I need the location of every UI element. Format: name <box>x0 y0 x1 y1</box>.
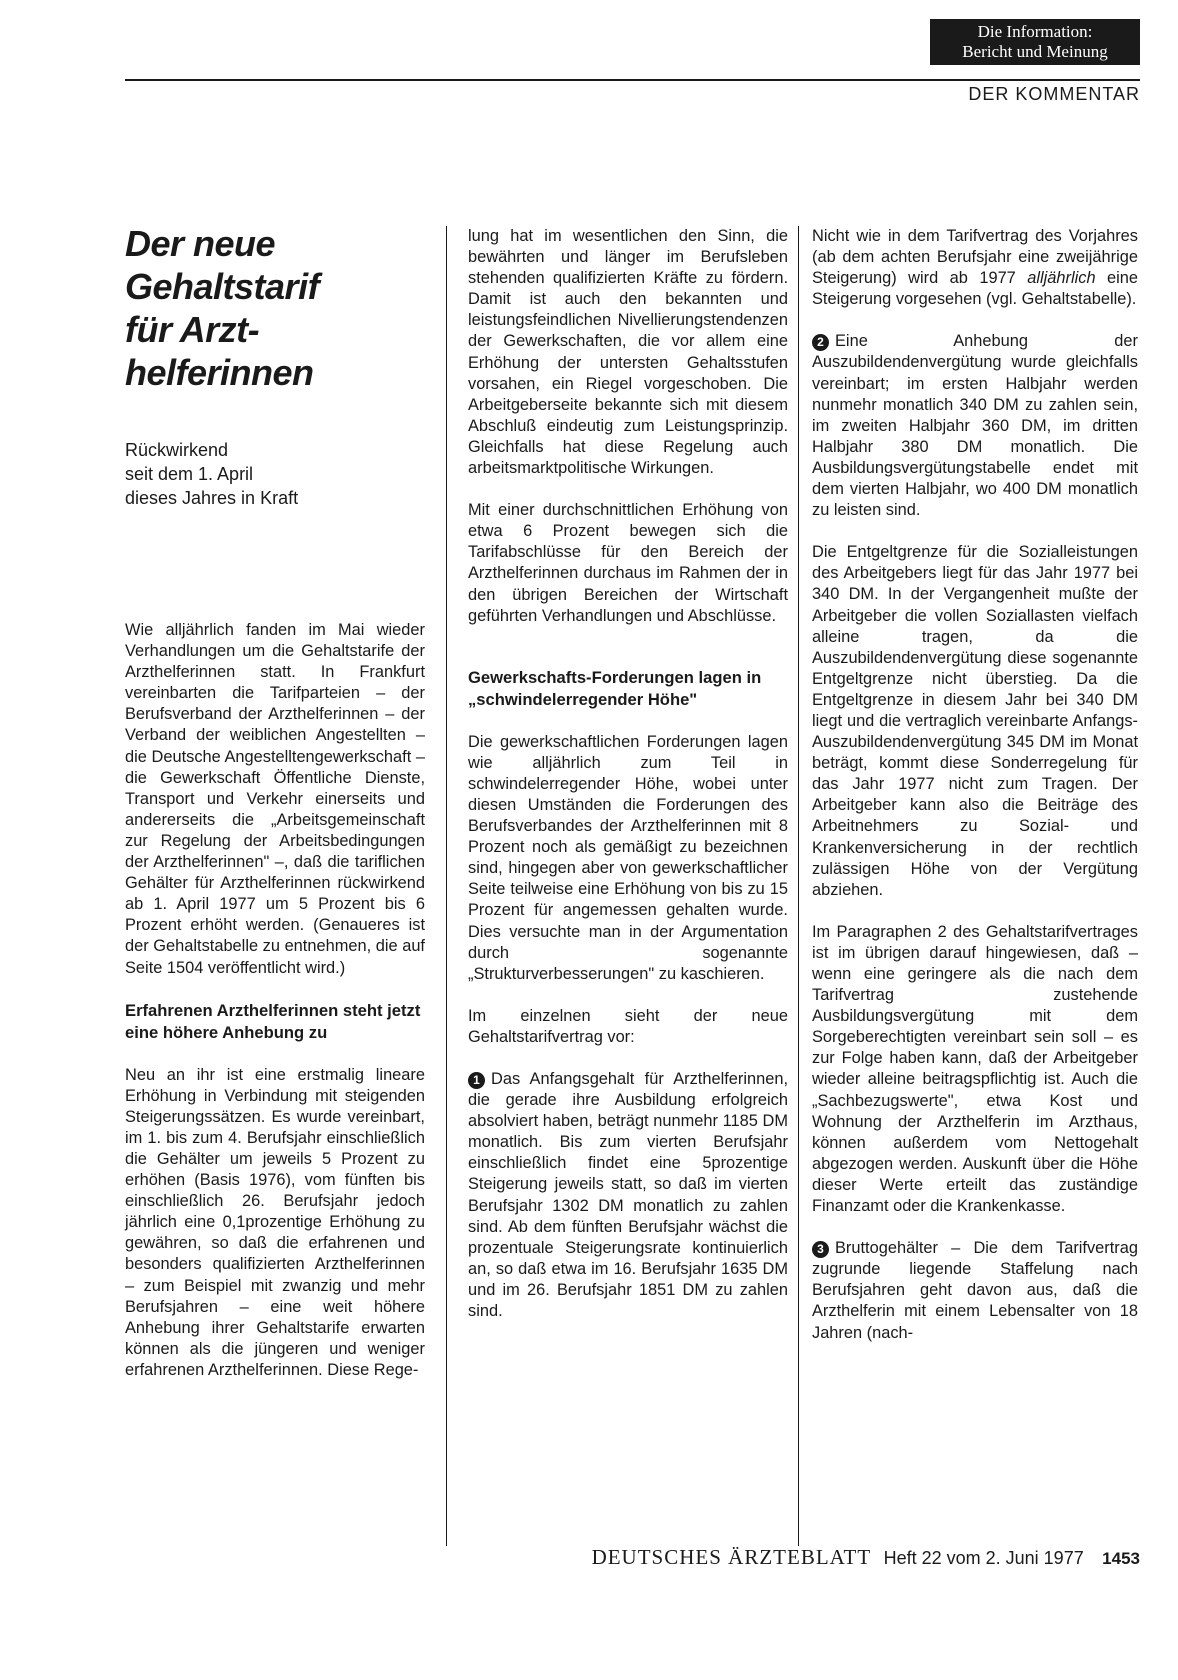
page-number: 1453 <box>1102 1549 1140 1568</box>
title-line-3: für Arzt- <box>125 309 260 350</box>
paragraph <box>812 331 1138 521</box>
paragraph: Mit einer durchschnittlichen Erhöhung von etwa 6 Prozent bewegen sich die Tarifabschlüsse für den Bereich der Arzthelferinnen durchaus im Rahmen der in den übrigen Bereichen der Wirtschaft geführten Verhandlungen und Abschlüsse. <box>468 501 788 625</box>
number-bullet-2: 2 <box>812 334 829 351</box>
badge-line-2: Bericht und Meinung <box>962 42 1108 61</box>
paragraph-text: Nicht wie in dem Tarifvertrag des Vorjahres (ab dem achten Berufsjahr eine zweijährige Steigerung) wird ab 1977 <box>812 227 1138 288</box>
paragraph: Wie alljährlich fanden im Mai wieder Verhandlungen um die Gehaltstarife der Arzthelferinnen statt. In Frankfurt vereinbarten die Tarifparteien – der Berufsverband der Arzthelferinnen – der Verband der weiblichen Angestellten – die Deutsche Angestelltengewerkschaft – die Gewerkschaft Öffentliche Dienste, Transport und Verkehr einerseits und andererseits die „Arbeitsgemeinschaft zur Regelung der Arbeitsbedingungen der Arzthelferinnen" –, daß die tariflichen Gehälter für Arzthelferinnen rückwirkend ab 1. April 1977 um 5 Prozent bis 6 Prozent erhöht werden. (Genaueres ist der Gehaltstabelle zu entnehmen, die auf Seite 1504 veröffentlicht wird.) <box>125 621 425 977</box>
title-line-1: Der neue <box>125 223 276 264</box>
paragraph: Neu an ihr ist eine erstmalig lineare Erhöhung in Verbindung mit steigenden Steigerungssätzen. Es wurde vereinbart, im 1. bis zum 4. Berufsjahr einschließlich die Gehälter um jeweils 5 Prozent zu erhöhen (Basis 1976), vom fünften bis einschließlich 26. Berufsjahr jedoch jährlich eine 0,1prozentige Erhöhung zu gewähren, so daß die erfahrenen und besonders qualifizierten Arzthelferinnen – zum Beispiel mit zwanzig und mehr Berufsjahren – eine weit höhere Anhebung ihrer Gehaltstarife erwarten können als die jüngeren und weniger erfahrenen Arzthelferinnen. Diese Rege- <box>125 1065 425 1379</box>
article-title <box>125 222 425 394</box>
paragraph: Im einzelnen sieht der neue Gehaltstarifvertrag vor: <box>468 1006 788 1046</box>
section-label: DER KOMMENTAR <box>968 84 1140 104</box>
paragraph <box>812 1238 1138 1343</box>
title-line-2: Gehaltstarif <box>125 266 320 307</box>
paragraph-text: Das Anfangsgehalt für Arzthelferinnen, die gerade ihre Ausbildung erfolgreich absolviert haben, beträgt nunmehr 1185 DM monatlich. Bis zum vierten Berufsjahr einschließlich findet eine 5prozentige Steigerung jeweils statt, so daß im vierten Berufsjahr 1302 DM monatlich zu zahlen sind. Ab dem fünften Berufsjahr wächst die prozentuale Steigerungsrate kontinuierlich an, so daß etwa im 16. Berufsjahr 1635 DM und im 26. Berufsjahr 1851 DM zu zahlen sind. <box>468 1070 788 1321</box>
subtitle-line-3: dieses Jahres in Kraft <box>125 488 299 508</box>
paragraph: Die Entgeltgrenze für die Sozialleistungen des Arbeitgebers liegt für das Jahr 1977 bei 340 DM. In der Vergangenheit mußte der Arbeitgeber die vollen Soziallasten vielfach alleine tragen, da die Auszubildendenvergütung diese sogenannte Entgeltgrenze nicht überstieg. Da die Entgeltgrenze in diesem Jahr bei 340 DM liegt und die vertraglich vereinbarte Anfangs-Auszubildendenvergütung 345 DM im Monat beträgt, kommt diese Sonderregelung für das Jahr 1977 nicht zum Tragen. Der Arbeitgeber kann also die Beiträge des Arbeitnehmers zu Sozial- und Krankenversicherung in der rechtlich zulässigen Höhe von der Vergütung abziehen. <box>812 543 1138 899</box>
paragraph: lung hat im wesentlichen den Sinn, die bewährten und länger im Berufsleben stehenden qualifizierten Kräfte zu fördern. Damit ist auch den bekannten und leistungsfeindlichen Nivellierungstendenzen der Gewerkschaften, die vor allem eine Erhöhung der untersten Gehaltsstufen vorsahen, ein Riegel vorgeschoben. Die Arbeitgeberseite bekannte sich mit diesem Abschluß eindeutig zum Leistungsprinzip. Gleichfalls hat diese Regelung auch arbeitsmarktpolitische Wirkungen. <box>468 227 788 478</box>
section-badge <box>930 19 1140 65</box>
page-footer <box>592 1545 1140 1570</box>
text-column-1 <box>125 620 425 1402</box>
paragraph: Im Paragraphen 2 des Gehaltstarifvertrages ist im übrigen darauf hingewiesen, daß – wenn eine geringere als die nach dem Tarifvertrag zustehende Ausbildungsvergütung mit dem Sorgeberechtigten vereinbart sein soll – es zur Folge haben kann, daß der Arbeitgeber wieder alleine beitragspflichtig ist. Auch die „Sachbezugswerte", etwa Kost und Wohnung der Arzthelferin im Arzthaus, können außerdem vom Nettogehalt abgezogen werden. Auskunft über die Höhe dieser Werte erteilt das zuständige Finanzamt oder die Krankenkasse. <box>812 922 1138 1216</box>
number-bullet-1: 1 <box>468 1072 485 1089</box>
column-divider-2 <box>798 226 799 1546</box>
emphasis-text: alljährlich <box>1027 269 1096 288</box>
number-bullet-3: 3 <box>812 1241 829 1258</box>
paragraph-text: Bruttogehälter – Die dem Tarifvertrag zugrunde liegende Staffelung nach Berufsjahren geht davon aus, daß die Arzthelferin mit einem Lebensalter von 18 Jahren (nach- <box>812 1239 1138 1342</box>
subtitle-line-2: seit dem 1. April <box>125 464 254 484</box>
header-rule <box>125 79 1140 81</box>
title-line-4: helferinnen <box>125 352 314 393</box>
paragraph <box>468 1069 788 1322</box>
badge-line-1: Die Information: <box>977 22 1093 41</box>
article-subtitle <box>125 438 425 510</box>
text-column-3 <box>812 226 1138 1365</box>
journal-name: DEUTSCHES ÄRZTEBLATT <box>591 1545 872 1569</box>
subtitle-line-1: Rückwirkend <box>125 440 229 460</box>
column-divider-1 <box>446 226 447 1546</box>
paragraph <box>812 226 1138 310</box>
text-column-2 <box>468 226 788 1343</box>
paragraph-text: Eine Anhebung der Auszubildendenvergütung wurde gleichfalls vereinbart; im ersten Halbjahr werden nunmehr monatlich 340 DM zu zahlen sein, im zweiten Halbjahr 360 DM, im dritten Halbjahr 380 DM monatlich. Die Ausbildungsvergütungstabelle endet mit dem vierten Halbjahr, wo 400 DM monatlich zu leisten sind. <box>812 332 1138 520</box>
issue-info: Heft 22 vom 2. Juni 1977 <box>883 1548 1084 1568</box>
subheading: Gewerkschafts-Forderungen lagen in „schwindelerregender Höhe" <box>468 667 762 709</box>
paragraph: Die gewerkschaftlichen Forderungen lagen wie alljährlich zum Teil in schwindelerregender Höhe, wobei unter diesen Umständen die Forderungen des Berufsverbandes der Arzthelferinnen mit 8 Prozent noch als gemäßigt zu bezeichnen sind, hingegen aber von gewerkschaftlicher Seite teilweise eine Erhöhung von bis zu 15 Prozent für angemessen gehalten wurde. Dies versuchte man in der Argumentation durch sogenannte „Strukturverbesserungen" zu kaschieren. <box>468 732 788 983</box>
subheading: Erfahrenen Arzthelferinnen steht jetzt eine höhere Anhebung zu <box>125 1000 421 1042</box>
paragraph-text: eine Steigerung vorgesehen (vgl. Gehaltstabelle). <box>812 269 1139 309</box>
